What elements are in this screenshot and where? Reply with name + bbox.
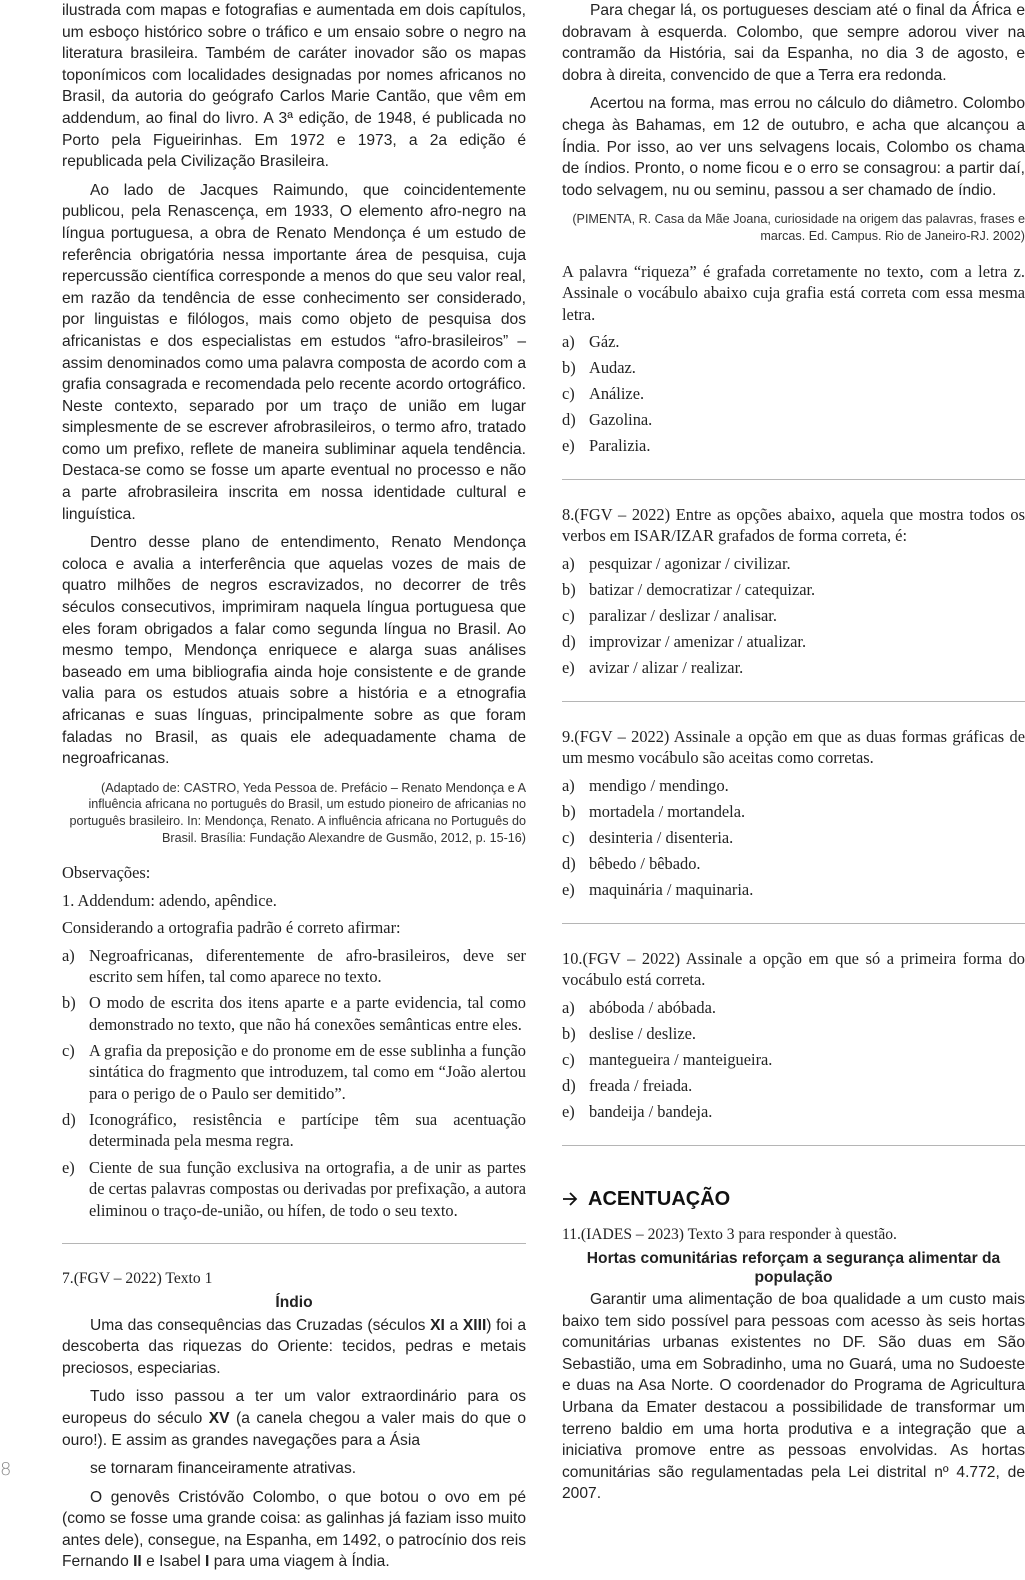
- option-b[interactable]: [62, 992, 526, 1035]
- passage-paragraph: Acertou na forma, mas errou no cálculo do diâmetro. Colombo chega às Bahamas, em 12 de outubro, e acha que alcançou a Índia. Por isso, ao ver uns selvagens locais, Colombo os chama de índios. Pronto, o nome ficou e o erro se consagrou: a partir daí, todo selvagem, nu ou seminu, passou a ser chamado de índio.: [562, 95, 1025, 199]
- divider: [562, 701, 1025, 702]
- option-text: Gazolina.: [589, 410, 653, 430]
- option-text: mantegueira / manteigueira.: [589, 1049, 773, 1069]
- option-letter: e): [562, 1102, 575, 1122]
- option-d[interactable]: [62, 1109, 526, 1152]
- passage: [562, 1289, 1025, 1505]
- passage-paragraph: [62, 1487, 526, 1573]
- page-number: 8: [0, 1459, 12, 1480]
- options-list: [562, 775, 1025, 901]
- option-text: Negroafricanas, diferentemente de afro-brasileiros, deve ser escrito sem hífen, tal como aparece no texto.: [89, 945, 526, 987]
- question-7: [62, 1268, 526, 1573]
- option-c[interactable]: [62, 1040, 526, 1105]
- bold-text: I: [205, 1553, 210, 1571]
- option-text: freada / freiada.: [589, 1075, 693, 1095]
- passage: [62, 1315, 526, 1574]
- option-letter: d): [62, 1109, 76, 1129]
- question-9: [562, 726, 1025, 901]
- option-letter: b): [562, 580, 576, 599]
- notes-title: Observações:: [62, 863, 151, 883]
- passage-paragraph: [62, 1315, 526, 1380]
- passage-paragraph: ilustrada com mapas e fotografias e aumentada em dois capítulos, um esboço histórico sobre o tráfico e um ensaio sobre o negro na literatura brasileira. Também de caráter inovador são os mapas toponímicos com localidades designadas por nomes africanos no Brasil, da autoria do geógrafo Carlos Marie Cantão, que vêm em addendum, ao final do livro. A 3ª edição, de 1948, é publicada no Porto pela Figueirinhas. Em 1972 e 1973, a 2a edição é republicada pela Civilização Brasileira.: [62, 2, 526, 171]
- option-letter: e): [562, 880, 575, 900]
- option-text: batizar / democratizar / catequizar.: [589, 580, 816, 599]
- option-e[interactable]: [562, 1101, 1025, 1123]
- option-b[interactable]: [562, 357, 1025, 379]
- text: e Isabel: [141, 1553, 206, 1571]
- option-text: Gáz.: [589, 332, 620, 352]
- option-e[interactable]: [562, 879, 1025, 901]
- question-header: 11.(IADES – 2023) Texto 3 para responder à questão.: [562, 1225, 897, 1243]
- passage-paragraph: Para chegar lá, os portugueses desciam até o final da África e dobravam à esquerda. Colombo, que sempre adorou viver na contramão da História, sai da Espanha, no dia 3 de agosto, e dobra à direita, convencido de que a Terra era redonda.: [562, 2, 1025, 84]
- bold-text: XIII: [462, 1316, 487, 1334]
- left-column: [62, 0, 526, 1580]
- option-a[interactable]: [62, 945, 526, 988]
- option-a[interactable]: [562, 331, 1025, 353]
- option-letter: e): [562, 658, 575, 678]
- option-text: Audaz.: [589, 358, 636, 378]
- option-text: bandeija / bandeja.: [589, 1102, 713, 1122]
- option-text: O modo de escrita dos itens aparte e a parte evidencia, tal como demonstrado no texto, que não há conexões semânticas entre eles.: [89, 993, 526, 1034]
- option-letter: a): [62, 945, 75, 965]
- options-list: [562, 331, 1025, 457]
- text: Uma das consequências das Cruzadas (séculos: [90, 1316, 431, 1334]
- question-prompt: A palavra “riqueza” é grafada corretamente no texto, com a letra z. Assinale o vocábulo abaixo cuja grafia está correta com essa mesma letra.: [562, 261, 1025, 324]
- option-text: Ciente de sua função exclusiva na ortografia, a de unir as partes de certas palavras compostas ou derivadas por prefixação, a autora eliminou o traço-de-união, ou hífen, de todo o seu texto.: [89, 1157, 526, 1220]
- option-text: pesquizar / agonizar / civilizar.: [589, 553, 791, 573]
- option-text: bêbedo / bêbado.: [589, 854, 701, 874]
- option-letter: d): [562, 410, 576, 430]
- question-11: [562, 1224, 1025, 1505]
- bold-text: XV: [208, 1409, 230, 1427]
- option-letter: b): [562, 358, 576, 378]
- options-list: [62, 945, 526, 1221]
- option-e[interactable]: [62, 1157, 526, 1222]
- option-c[interactable]: [562, 383, 1025, 405]
- option-text: maquinária / maquinaria.: [589, 880, 754, 900]
- option-a[interactable]: [562, 997, 1025, 1019]
- question-header: 7.(FGV – 2022) Texto 1: [62, 1270, 213, 1288]
- option-text: mendigo / mendingo.: [589, 775, 729, 795]
- option-b[interactable]: [562, 1023, 1025, 1045]
- citation: (Adaptado de: CASTRO, Yeda Pessoa de. Prefácio – Renato Mendonça e A influência africana no português do Brasil, um estudo pioneiro de africanias no português brasileiro. In: Mendonça, Renato. A influência africana no Português do Brasil. Brasília: Fundação Alexandre de Gusmão, 2012, p. 15-16): [69, 780, 526, 845]
- option-c[interactable]: [562, 605, 1025, 627]
- option-text: paralizar / deslizar / analisar.: [589, 606, 777, 626]
- option-letter: a): [562, 332, 575, 352]
- option-text: desinteria / disenteria.: [589, 827, 734, 847]
- citation: (PIMENTA, R. Casa da Mãe Joana, curiosidade na origem das palavras, frases e marcas. Ed. Campus. Rio de Janeiro-RJ. 2002): [572, 212, 1025, 243]
- question-prompt: 8.(FGV – 2022) Entre as opções abaixo, aquela que mostra todos os verbos em ISAR/IZAR grafados de forma correta, é:: [562, 504, 1025, 546]
- question-6-continuation: [62, 0, 526, 1221]
- question-prompt: Considerando a ortografia padrão é correto afirmar:: [62, 918, 401, 938]
- option-c[interactable]: [562, 827, 1025, 849]
- passage-title: Hortas comunitárias reforçam a segurança alimentar da população: [586, 1250, 1001, 1287]
- option-d[interactable]: [562, 1075, 1025, 1097]
- option-text: Paralizia.: [589, 436, 651, 456]
- option-letter: d): [562, 1075, 576, 1095]
- bold-text: XI: [430, 1316, 445, 1334]
- option-letter: c): [562, 606, 575, 626]
- note: 1. Addendum: adendo, apêndice.: [62, 890, 277, 910]
- option-text: A grafia da preposição e do pronome em de esse sublinha a função sintática do fragmento que introduzem, tal como em “João alertou para o perigo de o Paulo ser demitido”.: [89, 1040, 526, 1103]
- option-b[interactable]: [562, 801, 1025, 823]
- passage-paragraph: Dentro desse plano de entendimento, Renato Mendonça coloca e avalia a interferência que aquelas vozes de mais de quatro milhões de negros escravizados, no decorrer de três séculos consecutivos, imprimiram naquela língua portuguesa que eles foram obrigados a falar como segunda língua no Brasil. Ao mesmo tempo, Mendonça enriquece e alarga suas análises baseado em uma bibliografia ainda hoje consistente e de grande valia para os estudos atuais sobre a história e a etnografia africanas e suas línguas, principalmente sobre as que foram faladas no Brasil, as quais ele adequadamente chama de negroafricanas.: [62, 534, 526, 768]
- option-letter: c): [62, 1040, 75, 1060]
- bold-text: II: [133, 1553, 142, 1571]
- option-letter: e): [562, 436, 575, 456]
- divider: [562, 479, 1025, 480]
- text: Tudo isso passou a ter um valor extraordinário para os europeus do século: [62, 1388, 526, 1427]
- text: para uma viagem à Índia.: [209, 1553, 390, 1571]
- option-letter: a): [562, 997, 575, 1017]
- passage-title: Índio: [275, 1293, 313, 1311]
- passage-paragraph: [62, 1386, 526, 1451]
- text: a: [444, 1316, 463, 1334]
- passage-paragraph: Garantir uma alimentação de boa qualidade a um custo mais baixo tem sido possível para pessoas com acesso às seis hortas comunitárias urbanas existentes no DF. São duas em São Sebastião, uma em Sobradinho, uma no Guará, uma no Sudoeste e duas na Asa Norte. O coordenador do Programa de Agricultura Urbana da Emater destacou a possibilidade de transformar um terreno baldio em uma horta produtiva e a integração que a iniciativa promove entre as pessoas envolvidas. As hortas comunitárias são regulamentadas pela Lei distrital nº 4.772, de 2007.: [562, 1291, 1025, 1503]
- right-column: [562, 0, 1025, 1512]
- option-text: Iconográfico, resistência e partícipe têm sua acentuação determinada pela mesma regra.: [89, 1109, 526, 1151]
- option-b[interactable]: [562, 579, 1025, 601]
- option-text: deslise / deslize.: [589, 1023, 696, 1043]
- text: O genovês Cristóvão Colombo, o que botou o ovo em pé (como se fosse uma grande coisa: as galinhas já faziam isso muito antes dele), consegue, na Espanha, em 1492, o patrocínio dos reis Fernando: [62, 1488, 526, 1571]
- option-a[interactable]: [562, 775, 1025, 797]
- passage: [62, 0, 526, 770]
- option-c[interactable]: [562, 1049, 1025, 1071]
- option-letter: c): [562, 827, 575, 847]
- text: (a canela chegou a valer mais do que o ouro!). E assim as grandes navegações para a Ásia: [62, 1409, 526, 1449]
- option-letter: a): [562, 553, 575, 573]
- option-letter: c): [562, 384, 575, 404]
- section-heading: [562, 1186, 1025, 1212]
- option-letter: d): [562, 854, 576, 874]
- option-text: avizar / alizar / realizar.: [589, 658, 744, 678]
- options-list: [562, 997, 1025, 1123]
- option-text: abóboda / abóbada.: [589, 997, 716, 1017]
- option-a[interactable]: [562, 553, 1025, 575]
- option-text: mortadela / mortandela.: [589, 801, 746, 821]
- text: ) foi a descoberta das riquezas do Oriente: tecidos, pedras e metais preciosos, especiarias.: [62, 1316, 526, 1377]
- passage-paragraph: se tornaram financeiramente atrativas.: [90, 1460, 357, 1478]
- option-e[interactable]: [562, 657, 1025, 679]
- question-10: [562, 948, 1025, 1123]
- section-title: ACENTUAÇÃO: [588, 1187, 731, 1210]
- option-letter: c): [562, 1049, 575, 1069]
- divider: [562, 923, 1025, 924]
- passage: [562, 0, 1025, 201]
- option-d[interactable]: [562, 409, 1025, 431]
- option-d[interactable]: [562, 853, 1025, 875]
- option-letter: a): [562, 775, 575, 795]
- option-text: improvizar / amenizar / atualizar.: [589, 632, 807, 652]
- question-prompt: 10.(FGV – 2022) Assinale a opção em que só a primeira forma do vocábulo está correta.: [562, 948, 1025, 990]
- option-text: Análize.: [589, 384, 645, 404]
- option-e[interactable]: [562, 435, 1025, 457]
- arrow-right-icon: [562, 1192, 578, 1206]
- divider: [62, 1243, 526, 1244]
- passage-paragraph: Ao lado de Jacques Raimundo, que coincidentemente publicou, pela Renascença, em 1933, O elemento afro-negro na língua portuguesa, a obra de Renato Mendonça é um estudo de referência obrigatória nessa importante área de pesquisa, cuja repercussão científica corresponde a menos do que seu valor real, em razão da tendência de esse conhecimento ser considerado, por linguistas e filólogos, mais como objeto de pesquisa dos africanistas e dos especialistas em estudos “afro-brasileiros” – assim denominados como uma palavra composta de acordo com a grafia consagrada e recomendada pelo recente acordo ortográfico. Neste contexto, separado por um traço de união em lugar simplesmente de se escrever afrobrasileiros, o termo afro, tratado como um prefixo, reflete de maneira subliminar aquela tendência. Destaca-se como se fosse um aparte eventual no processo e não a parte afrobrasileira inscrita em nossa identidade cultural e linguística.: [62, 181, 526, 523]
- question-8: [562, 504, 1025, 679]
- question-7-continuation: [562, 0, 1025, 457]
- divider: [562, 1145, 1025, 1146]
- option-letter: b): [62, 993, 76, 1013]
- options-list: [562, 553, 1025, 679]
- option-d[interactable]: [562, 631, 1025, 653]
- question-prompt: 9.(FGV – 2022) Assinale a opção em que as duas formas gráficas de um mesmo vocábulo são aceitas como corretas.: [562, 726, 1025, 768]
- option-letter: b): [562, 801, 576, 821]
- option-letter: d): [562, 632, 576, 652]
- option-letter: b): [562, 1023, 576, 1043]
- option-letter: e): [62, 1157, 75, 1177]
